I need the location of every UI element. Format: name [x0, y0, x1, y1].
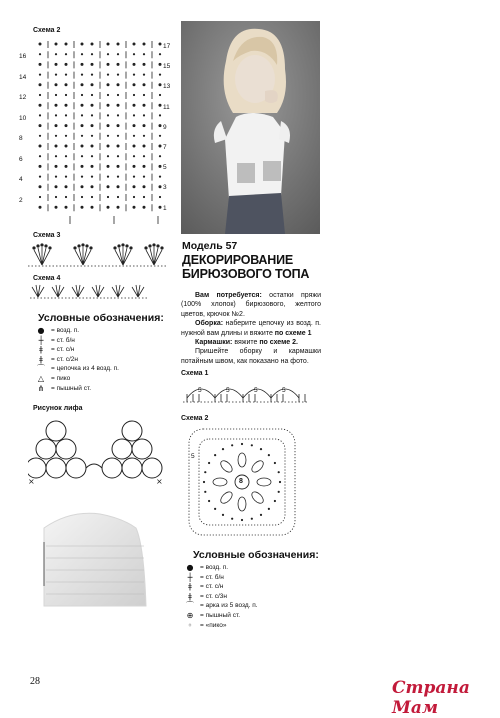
stitch-mark — [159, 176, 161, 178]
stitch-mark — [39, 63, 42, 66]
chain-dot — [208, 462, 210, 464]
article-title — [182, 253, 309, 281]
legend-item: △ = пико — [34, 374, 174, 384]
fan-mark — [72, 285, 84, 297]
stitch-mark — [133, 145, 136, 148]
row-number: 8 — [19, 135, 23, 142]
legend-item: ǂ = ст. с/н — [34, 345, 174, 355]
stitch-mark — [55, 53, 57, 55]
pockets-paragraph: Кармашки: вяжите по схеме 2. — [195, 339, 298, 347]
stitch-mark — [159, 185, 162, 188]
chain-dot — [268, 454, 270, 456]
stitch-mark — [91, 94, 93, 96]
stitch-mark — [81, 145, 84, 148]
row-number: 17 — [163, 43, 171, 50]
stitch-mark — [91, 63, 94, 66]
stitch-mark — [117, 83, 120, 86]
stitch-mark — [143, 196, 145, 198]
stitch-mark — [81, 124, 84, 127]
legend-item: ┼ = ст. б/н — [183, 573, 323, 583]
stitch-mark — [91, 74, 93, 76]
chain-dot — [231, 444, 233, 446]
row-number: 4 — [19, 176, 23, 183]
row-number: 15 — [163, 63, 171, 71]
stitch-mark — [107, 196, 109, 198]
stitch-mark — [107, 206, 110, 209]
chain-dot — [214, 454, 216, 456]
legend-item: ⌒ = арка из 5 возд. п. — [183, 601, 323, 611]
stitch-mark — [81, 155, 83, 157]
stitch-mark — [143, 63, 146, 66]
legend-item: ● = возд. п. — [34, 326, 174, 336]
stitch-mark — [65, 63, 68, 66]
stitch-mark — [39, 176, 41, 178]
scheme1-label: Схема 1 — [181, 370, 209, 377]
model-label: Модель 57 — [182, 240, 238, 252]
stitch-mark — [159, 43, 162, 46]
stitch-mark — [117, 206, 120, 209]
child-photo — [181, 21, 320, 234]
chain-dot — [208, 500, 210, 502]
stitch-mark — [117, 114, 119, 116]
stitch-mark — [65, 145, 68, 148]
chain-dot — [274, 462, 276, 464]
stitch-mark — [55, 155, 57, 157]
row-numbers-left — [19, 52, 31, 216]
stitch-mark — [91, 114, 93, 116]
sewing-paragraph: Пришейте оборку и кармашки потайным швом, как показано на фото. — [181, 348, 321, 365]
chain-dot — [231, 518, 233, 520]
stitch-mark — [81, 53, 83, 55]
scheme3-label: Схема 3 — [33, 232, 61, 239]
stitch-mark — [65, 135, 67, 137]
chain-dot — [241, 443, 243, 445]
arc-symbol-icon: ⌒ — [186, 601, 194, 611]
scheme2-diagram — [18, 36, 178, 226]
stitch-mark — [159, 124, 162, 127]
stitch-mark — [107, 83, 110, 86]
scheme3-diagram — [28, 238, 168, 270]
stitch-mark — [91, 196, 93, 198]
stitch-mark — [55, 206, 58, 209]
chain-dot — [268, 508, 270, 510]
stitch-mark — [39, 196, 41, 198]
stitch-mark — [159, 63, 162, 66]
stitch-mark — [107, 176, 109, 178]
stitch-mark — [55, 43, 58, 46]
stitch-mark — [91, 83, 94, 86]
stitch-mark — [91, 185, 94, 188]
chain-dot — [274, 500, 276, 502]
stitch-mark — [117, 63, 120, 66]
stitch-mark — [65, 104, 68, 107]
stitch-mark — [107, 74, 109, 76]
stitch-mark — [81, 94, 83, 96]
tr-symbol-icon: ǂ — [39, 354, 43, 364]
legend-item: ┼ = ст. б/н — [34, 336, 174, 346]
stitch-mark — [55, 104, 58, 107]
scheme1-numbers — [181, 386, 311, 396]
stitch-mark — [55, 124, 58, 127]
stitch-mark — [65, 196, 67, 198]
legend-item: ⌒ = цепочка из 4 возд. п. — [34, 364, 174, 374]
stitch-mark — [133, 176, 135, 178]
stitch-mark — [133, 83, 136, 86]
stitch-mark — [39, 43, 42, 46]
legend-item: ǂ = ст. с/3н — [183, 592, 323, 602]
petal-mark — [219, 490, 235, 506]
stitch-mark — [91, 43, 94, 46]
stitch-mark — [65, 53, 67, 55]
stitch-mark — [65, 124, 68, 127]
article-body — [181, 291, 321, 366]
stitch-mark — [117, 176, 119, 178]
bodice-label: Рисунок лифа — [33, 405, 83, 412]
stitch-mark — [133, 94, 135, 96]
stitch-mark — [107, 124, 110, 127]
stitch-mark — [117, 94, 119, 96]
stitch-mark — [65, 74, 67, 76]
stitch-mark — [55, 176, 57, 178]
chain-dot — [260, 514, 262, 516]
arc-count: 5 — [198, 387, 202, 394]
stitch-mark — [143, 155, 145, 157]
chain-dot — [279, 481, 281, 483]
row-number: 14 — [19, 73, 27, 81]
stitch-mark — [143, 114, 145, 116]
stitch-mark — [117, 74, 119, 76]
chain-dot — [214, 508, 216, 510]
stitch-mark — [91, 145, 94, 148]
row-number: 13 — [163, 83, 171, 91]
stitch-mark — [91, 206, 94, 209]
stitch-mark — [143, 165, 146, 168]
stitch-mark — [55, 114, 57, 116]
page-number: 28 — [30, 676, 40, 687]
stitch-mark — [107, 43, 110, 46]
stitch-mark — [143, 94, 145, 96]
fan-mark — [112, 285, 124, 297]
chain-dot — [204, 491, 206, 493]
petal-mark — [238, 453, 246, 467]
row-number: 7 — [163, 143, 167, 151]
stitch-mark — [39, 185, 42, 188]
stitch-mark — [39, 206, 42, 209]
arc-count: 5 — [254, 387, 258, 394]
stitch-mark — [81, 185, 84, 188]
stitch-mark — [133, 114, 135, 116]
scheme2-right-label: Схема 2 — [181, 415, 209, 422]
chain-dot — [251, 518, 253, 520]
stitch-mark — [159, 145, 162, 148]
chain-dot — [251, 444, 253, 446]
stitch-mark — [117, 104, 120, 107]
bullet-symbol-icon: ● — [37, 326, 45, 335]
stitch-mark — [39, 94, 41, 96]
stitch-mark — [159, 83, 162, 86]
stitch-mark — [133, 165, 136, 168]
stitch-mark — [81, 165, 84, 168]
stitch-mark — [81, 206, 84, 209]
stitch-mark — [65, 165, 68, 168]
stitch-mark — [55, 83, 58, 86]
stitch-mark — [39, 74, 41, 76]
chain-dot — [260, 448, 262, 450]
stitch-mark — [91, 155, 93, 157]
stitch-mark — [143, 206, 146, 209]
stitch-mark — [65, 155, 67, 157]
stitch-mark — [107, 114, 109, 116]
stitch-mark — [55, 135, 57, 137]
stitch-mark — [117, 155, 119, 157]
stitch-mark — [159, 94, 161, 96]
title-line-2: БИРЮЗОВОГО ТОПА — [182, 267, 310, 281]
legend-item: ◦ = «пико» — [183, 621, 323, 631]
stitch-mark — [143, 124, 146, 127]
stitch-mark — [117, 124, 120, 127]
stitch-mark — [107, 185, 110, 188]
stitch-mark — [159, 196, 161, 198]
row-number: 5 — [163, 164, 167, 172]
stitch-mark — [133, 74, 135, 76]
stitch-mark — [159, 114, 161, 116]
stitch-mark — [133, 155, 135, 157]
stitch-mark — [81, 135, 83, 137]
left-legend — [34, 326, 174, 393]
sc-symbol-icon: ┼ — [38, 335, 44, 345]
row-number: 6 — [19, 155, 23, 163]
stitch-mark — [107, 63, 110, 66]
watermark-logo: Страна Мам — [392, 678, 470, 718]
stitch-mark — [143, 176, 145, 178]
stitch-mark — [81, 43, 84, 46]
stitch-mark — [107, 155, 109, 157]
chain-dot — [278, 491, 280, 493]
stitch-mark — [39, 104, 42, 107]
puff-symbol-icon: ⋔ — [37, 383, 45, 393]
stitch-mark — [65, 114, 67, 116]
petal-mark — [257, 478, 271, 486]
chain-dot — [222, 448, 224, 450]
svg-text:×: × — [28, 477, 35, 486]
fan-mark — [52, 285, 64, 297]
picot-symbol-icon: △ — [37, 373, 45, 383]
stitch-mark — [107, 53, 109, 55]
stitch-mark — [117, 43, 120, 46]
bodice-diagram — [28, 416, 163, 488]
stitch-mark — [81, 114, 83, 116]
arc-count: 5 — [282, 387, 286, 394]
legend-item: ⋔ = пышный ст. — [34, 384, 174, 394]
chain-dot — [222, 514, 224, 516]
scheme4-diagram — [30, 283, 148, 301]
stitch-mark — [107, 165, 110, 168]
stitch-mark — [133, 135, 135, 137]
row-numbers-right — [163, 42, 175, 224]
chain-dot — [241, 519, 243, 521]
motif-arc-number: 5 — [191, 453, 195, 460]
fan-mark — [32, 285, 44, 297]
legend-item: ǂ = ст. с/н — [183, 582, 323, 592]
scheme2-label: Схема 2 — [33, 27, 61, 34]
stitch-mark — [65, 83, 68, 86]
petal-mark — [219, 459, 235, 475]
legend-item: ⊕ = пышный ст. — [183, 611, 323, 621]
motif-center-number: 8 — [239, 478, 243, 485]
chain-arc-symbol-icon: ⌒ — [37, 364, 45, 374]
stitch-mark — [159, 53, 161, 55]
row-number: 16 — [19, 53, 27, 60]
row-number: 3 — [163, 184, 167, 192]
stitch-mark — [117, 53, 119, 55]
stitch-mark — [55, 196, 57, 198]
stitch-mark — [143, 83, 146, 86]
stitch-mark — [159, 104, 162, 107]
stitch-mark — [39, 145, 42, 148]
stitch-mark — [117, 135, 119, 137]
stitch-mark — [133, 124, 136, 127]
stitch-mark — [81, 83, 84, 86]
stitch-mark — [65, 43, 68, 46]
stitch-mark — [133, 104, 136, 107]
stitch-mark — [91, 135, 93, 137]
stitch-mark — [117, 145, 120, 148]
title-line-1: ДЕКОРИРОВАНИЕ — [182, 253, 293, 267]
stitch-mark — [159, 165, 162, 168]
stitch-mark — [133, 206, 136, 209]
fan-mark — [132, 285, 144, 297]
stitch-mark — [65, 206, 68, 209]
stitch-mark — [107, 145, 110, 148]
tr-symbol-icon: ǂ — [188, 591, 192, 601]
stitch-mark — [91, 165, 94, 168]
stitch-mark — [159, 74, 161, 76]
stitch-mark — [91, 53, 93, 55]
stitch-mark — [143, 135, 145, 137]
stitch-mark — [159, 155, 161, 157]
row-number: 12 — [19, 94, 27, 101]
stitch-mark — [107, 104, 110, 107]
chain-dot — [203, 481, 205, 483]
stitch-mark — [133, 63, 136, 66]
dc-symbol-icon: ǂ — [188, 582, 192, 592]
row-number: 9 — [163, 123, 167, 131]
stitch-mark — [39, 155, 41, 157]
right-legend — [183, 563, 323, 630]
legend-item: ● = возд. п. — [183, 563, 323, 573]
stitch-mark — [55, 74, 57, 76]
right-legend-title: Условные обозначения: — [193, 549, 319, 561]
stitch-mark — [39, 124, 42, 127]
stitch-mark — [55, 165, 58, 168]
bullet-symbol-icon: ● — [186, 563, 194, 572]
petal-mark — [213, 478, 227, 486]
fan-mark — [92, 285, 104, 297]
stitch-mark — [143, 145, 146, 148]
dc-symbol-icon: ǂ — [39, 345, 43, 355]
fabric-swatch-image — [40, 506, 152, 608]
stitch-mark — [143, 43, 146, 46]
stitch-mark — [91, 124, 94, 127]
stitch-mark — [117, 196, 119, 198]
stitch-mark — [65, 176, 67, 178]
stitch-mark — [91, 104, 94, 107]
row-number: 2 — [19, 196, 23, 204]
stitch-mark — [55, 145, 58, 148]
materials-paragraph: Вам потребуется: остатки пряжи (100% хлопок) бирюзового, желтого цветов, крючок №2. — [181, 292, 321, 318]
stitch-mark — [39, 135, 41, 137]
stitch-mark — [81, 63, 84, 66]
stitch-mark — [143, 104, 146, 107]
stitch-mark — [65, 94, 67, 96]
row-number: 10 — [19, 114, 27, 122]
stitch-mark — [81, 176, 83, 178]
stitch-mark — [133, 43, 136, 46]
left-legend-title: Условные обозначения: — [38, 312, 164, 324]
svg-text:×: × — [156, 477, 163, 486]
stitch-mark — [39, 83, 42, 86]
row-number: 1 — [163, 204, 167, 212]
stitch-mark — [159, 135, 161, 137]
arc-count: 5 — [226, 387, 230, 394]
stitch-mark — [55, 94, 57, 96]
legend-item: ǂ = ст. с/2н — [34, 355, 174, 365]
stitch-mark — [133, 185, 136, 188]
stitch-mark — [81, 196, 83, 198]
scheme4-label: Схема 4 — [33, 275, 61, 282]
stitch-mark — [143, 185, 146, 188]
picot-symbol-icon: ◦ — [187, 620, 193, 630]
chain-dot — [204, 471, 206, 473]
stitch-mark — [117, 185, 120, 188]
stitch-mark — [159, 206, 162, 209]
stitch-mark — [55, 185, 58, 188]
stitch-mark — [39, 165, 42, 168]
stitch-mark — [81, 104, 84, 107]
stitch-mark — [91, 176, 93, 178]
stitch-mark — [143, 53, 145, 55]
stitch-mark — [55, 63, 58, 66]
petal-mark — [238, 497, 246, 511]
stitch-mark — [107, 94, 109, 96]
petal-mark — [250, 459, 266, 475]
row-number: 11 — [163, 103, 170, 111]
petal-mark — [250, 490, 266, 506]
stitch-mark — [39, 53, 41, 55]
puff-symbol-icon: ⊕ — [186, 610, 194, 620]
sc-symbol-icon: ┼ — [187, 572, 193, 582]
ruffle-paragraph: Оборка: наберите цепочку из возд. п. нужной вам длины и вяжите по схеме 1 — [181, 320, 321, 337]
stitch-mark — [143, 74, 145, 76]
stitch-mark — [117, 165, 120, 168]
stitch-mark — [133, 53, 135, 55]
chain-dot — [278, 471, 280, 473]
stitch-mark — [65, 185, 68, 188]
stitch-mark — [133, 196, 135, 198]
stitch-mark — [81, 74, 83, 76]
stitch-mark — [107, 135, 109, 137]
stitch-mark — [39, 114, 41, 116]
